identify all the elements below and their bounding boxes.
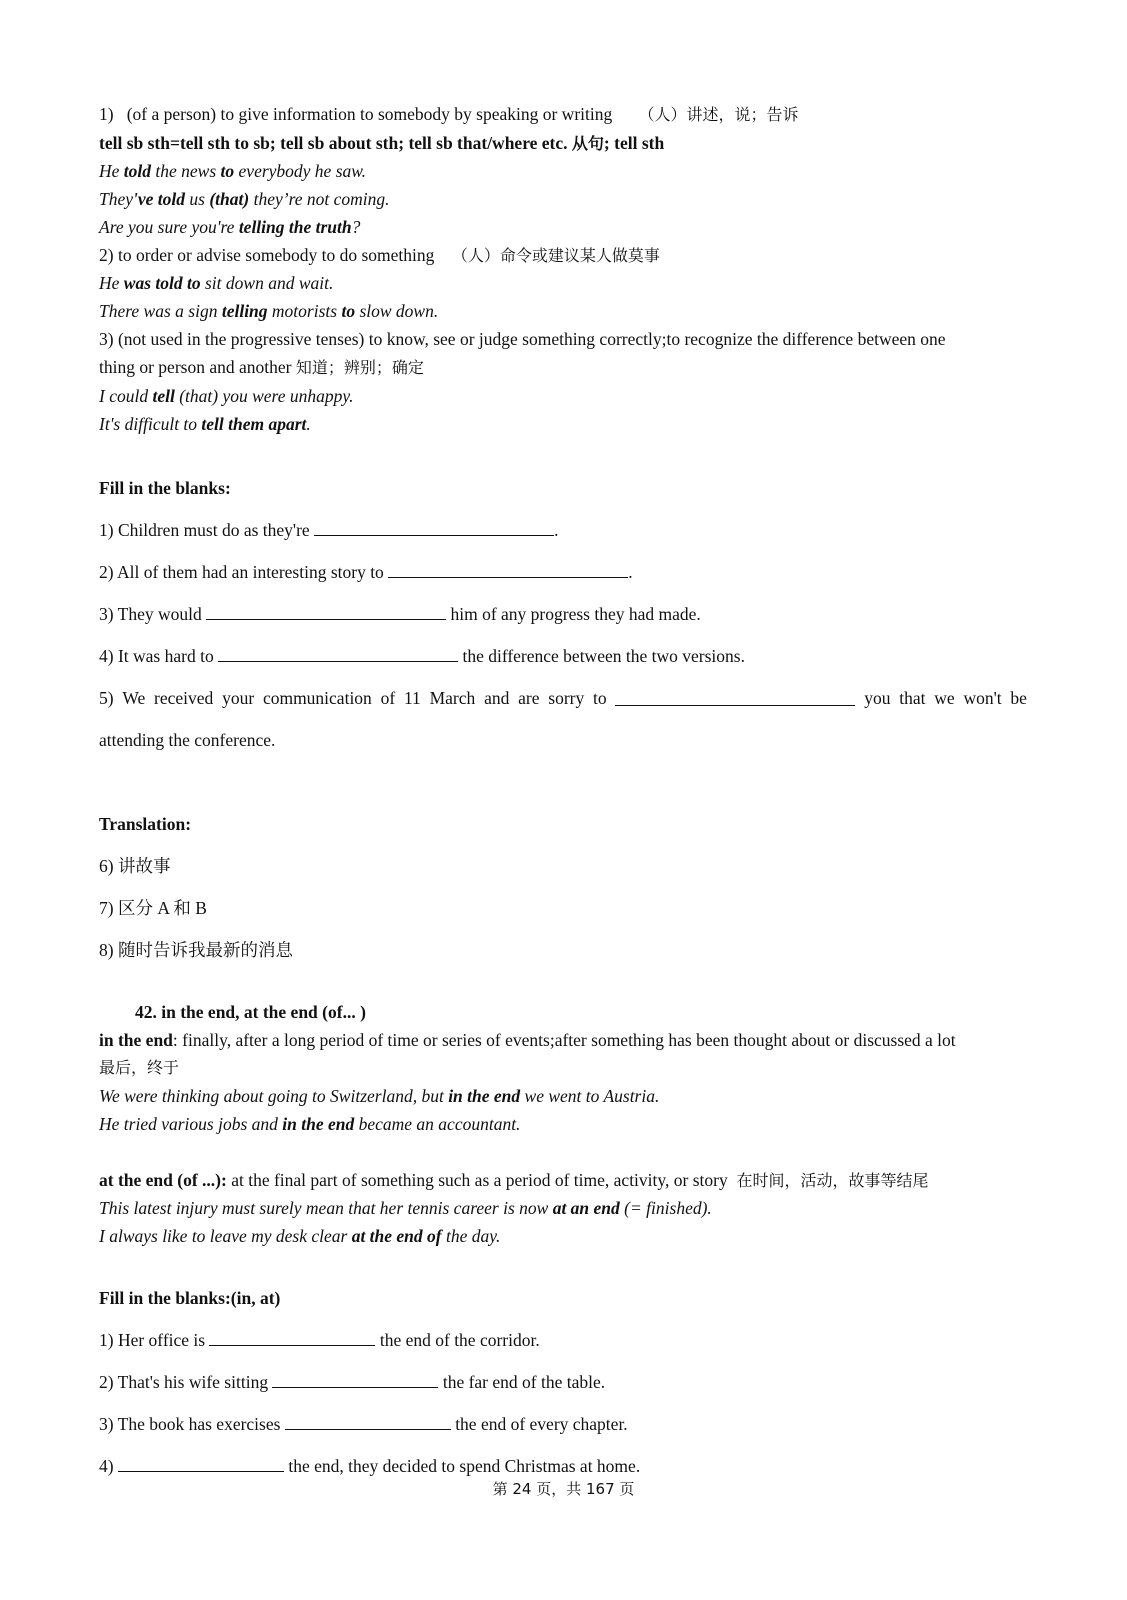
sense-1-pattern: tell sb sth=tell sth to sb; tell sb about sth; tell sb that/where etc. 从句; tell sth: [99, 133, 665, 153]
answer-blank[interactable]: [285, 1413, 451, 1430]
translation-item: 6) 讲故事: [99, 856, 171, 876]
translation-item: 8) 随时告诉我最新的消息: [99, 940, 293, 960]
exercise-item: 3) They would him of any progress they had made.: [99, 604, 701, 624]
answer-blank[interactable]: [615, 689, 855, 706]
fill-blanks-heading: Fill in the blanks:: [99, 478, 231, 498]
answer-blank[interactable]: [118, 1455, 284, 1472]
example-sentence: Are you sure you're telling the truth?: [99, 217, 361, 237]
example-sentence: He told the news to everybody he saw.: [99, 161, 367, 181]
exercise-item: 3) The book has exercises the end of every chapter.: [99, 1414, 628, 1434]
example-sentence: There was a sign telling motorists to slow down.: [99, 301, 439, 321]
exercise-item: 2) All of them had an interesting story to .: [99, 562, 633, 582]
example-sentence: He was told to sit down and wait.: [99, 273, 334, 293]
translation-heading: Translation:: [99, 814, 192, 834]
exercise-item: 1) Children must do as they're .: [99, 520, 559, 540]
example-sentence: We were thinking about going to Switzerland, but in the end we went to Austria.: [99, 1086, 660, 1106]
example-sentence: It's difficult to tell them apart.: [99, 414, 311, 434]
answer-blank[interactable]: [218, 645, 458, 662]
example-sentence: This latest injury must surely mean that her tennis career is now at an end (= finished).: [99, 1198, 712, 1218]
exercise-item: 4) the end, they decided to spend Christmas at home.: [99, 1456, 641, 1476]
at-the-end-definition: at the end (of ...): at the final part of something such as a period of time, activity, or story 在时间，活动，故事等结尾: [99, 1170, 929, 1190]
exercise-item: 1) Her office is the end of the corridor.: [99, 1330, 540, 1350]
answer-blank[interactable]: [272, 1371, 438, 1388]
exercise-item-cont: attending the conference.: [99, 730, 276, 750]
sense-1-definition: 1) (of a person) to give information to somebody by speaking or writing （人）讲述，说；告诉: [99, 104, 799, 124]
example-sentence: They've told us (that) they’re not coming.: [99, 189, 390, 209]
in-the-end-definition: in the end: finally, after a long period of time or series of events;after something has been thought about or discussed a lot: [99, 1030, 956, 1050]
section-heading: 42. in the end, at the end (of... ): [135, 1002, 366, 1022]
sense-3-definition-cont: thing or person and another 知道；辨别；确定: [99, 357, 424, 377]
sense-3-definition: 3) (not used in the progressive tenses) to know, see or judge something correctly;to recognize the difference between one: [99, 329, 946, 349]
answer-blank[interactable]: [206, 603, 446, 620]
exercise-item: 4) It was hard to the difference between the two versions.: [99, 646, 745, 666]
exercise-item: 2) That's his wife sitting the far end of the table.: [99, 1372, 606, 1392]
fill-blanks-heading: Fill in the blanks:(in, at): [99, 1288, 281, 1308]
answer-blank[interactable]: [388, 561, 628, 578]
exercise-item: 5) We received your communication of 11 March and are sorry to you that we won't be: [99, 688, 1027, 708]
page-footer: 第 24 页，共 167 页: [492, 1480, 635, 1498]
answer-blank[interactable]: [314, 519, 554, 536]
example-sentence: He tried various jobs and in the end became an accountant.: [99, 1114, 521, 1134]
answer-blank[interactable]: [209, 1329, 375, 1346]
in-the-end-translation: 最后，终于: [99, 1058, 180, 1077]
sense-2-definition: 2) to order or advise somebody to do something （人）命令或建议某人做莫事: [99, 245, 660, 265]
example-sentence: I could tell (that) you were unhappy.: [99, 386, 354, 406]
example-sentence: I always like to leave my desk clear at the end of the day.: [99, 1226, 501, 1246]
translation-item: 7) 区分 A 和 B: [99, 898, 207, 918]
